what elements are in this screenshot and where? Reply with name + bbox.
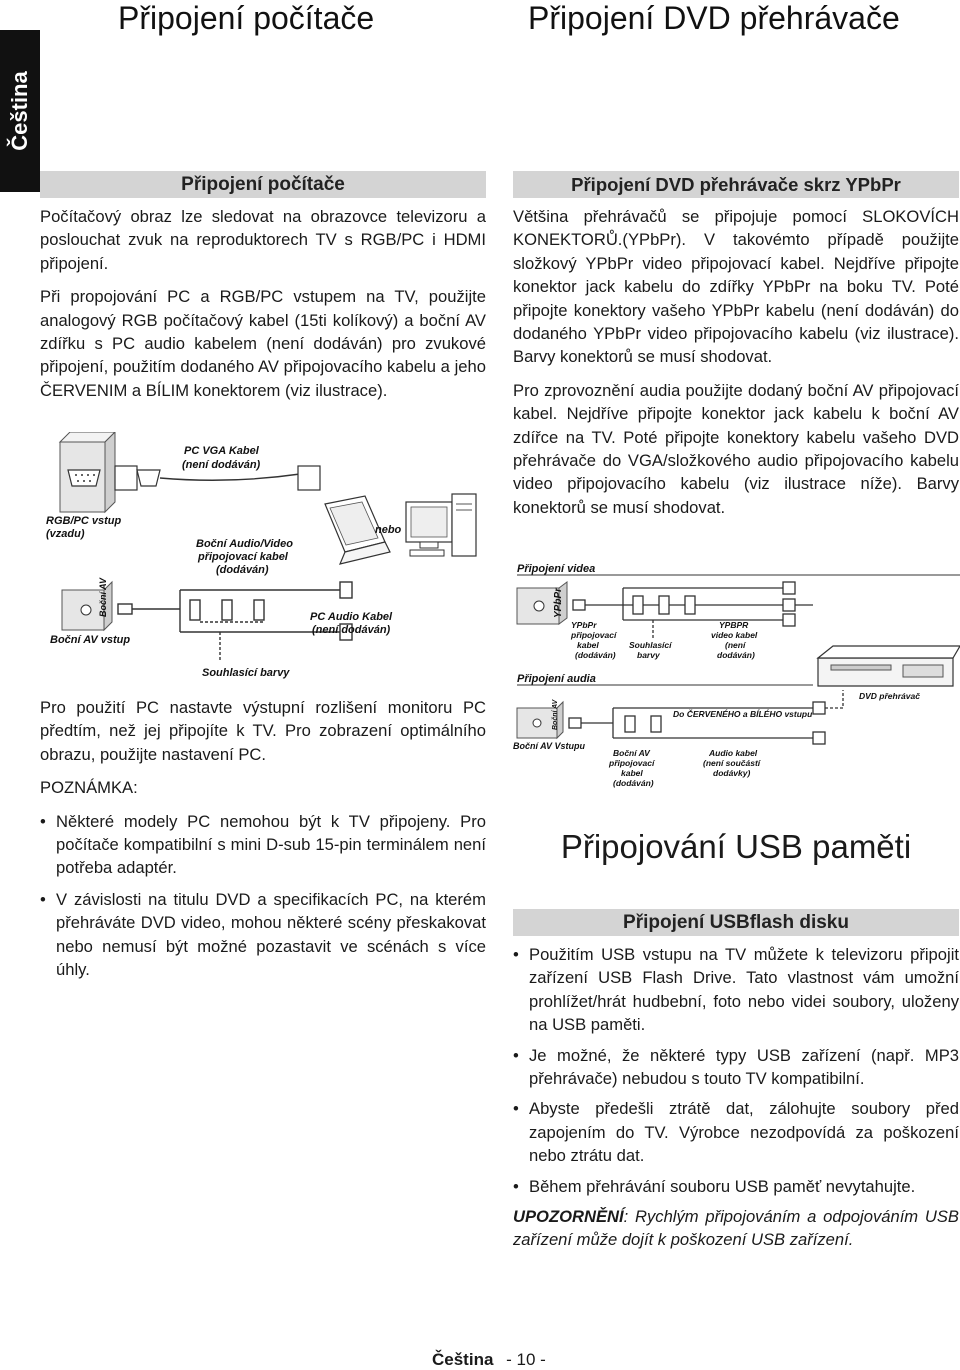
rgb-pc-rear-label: (vzadu) (46, 528, 85, 540)
matching-label-2: barvy (637, 650, 660, 660)
dvd-player-label: DVD přehrávač (859, 691, 920, 701)
pc-audio-not-supplied: (není dodáván) (312, 624, 391, 636)
footer-language: Čeština (432, 1350, 494, 1369)
note-heading: POZNÁMKA: (40, 778, 138, 798)
pc-text-block (40, 205, 486, 402)
section-title-usb (513, 909, 959, 936)
section-title-pc-text: Připojení počítače (181, 173, 345, 195)
side-av-cable-label-3: (dodáván) (216, 564, 269, 576)
section-title-dvd (513, 171, 959, 198)
side-av-input-label: Boční AV vstup (50, 634, 131, 646)
section-title-usb-text: Připojení USBflash disku (623, 911, 849, 933)
pc-paragraph-1: Počítačový obraz lze sledovat na obrazovce televizoru a poslouchat zvuk na reproduktorech TV s RGB/PC i HDMI připojení. (40, 207, 486, 273)
pc-paragraph-2: Při propojování PC a RGB/PC vstupem na TV, použijte analogový RGB počítačový kabel (15ti kolíkový) a boční AV zdířku s PC audio kabelem (není dodáván) pro zvukové připojení, použitím dodaného AV připojovacího kabelu a jeho ČERVENIM a BÍLIM konektorem (viz ilustrace). (40, 287, 486, 400)
pc-connection-diagram (40, 432, 490, 687)
dvd-text-block (513, 205, 959, 519)
usb-heading: Připojování USB paměti (560, 828, 912, 865)
video-connection-label: Připojení videa (517, 563, 596, 575)
ypbpr-video-label-4: dodáván) (717, 650, 755, 660)
matching-label-1: Souhlasící (629, 640, 672, 650)
section-title-pc (40, 171, 486, 198)
pc-vga-not-supplied: (není dodáván) (182, 459, 261, 471)
side-av-audio-cable-4: (dodáván) (613, 778, 654, 788)
pc-paragraph-3: Pro použití PC nastavte výstupní rozlišení monitoru PC předtím, než jej připojíte k TV. Pro zobrazení optimálního obrazu, použijte nastavení PC. (40, 698, 486, 764)
nebo-label: nebo (375, 524, 402, 536)
audio-connection-label: Připojení audia (517, 673, 596, 685)
pc-vga-cable-label: PC VGA Kabel (184, 445, 259, 457)
desktop-pc-icon (406, 494, 476, 556)
usb-warning (513, 1205, 959, 1252)
pc-notes-block (40, 696, 486, 981)
ypbpr-video-label-3: (není (725, 640, 746, 650)
usb-text-block (513, 943, 959, 1252)
side-av-audio-cable-1: Boční AV (613, 748, 650, 758)
language-tab-label: Čeština (7, 71, 32, 151)
note-item-1: • Některé modely PC nemohou být k TV připojeny. Pro počítače kompatibilní s mini D-sub 15-pin terminálem není potřeba adaptér. (40, 810, 486, 880)
matching-colors-label: Souhlasící barvy (202, 667, 290, 679)
footer-page-number: - 10 - (506, 1350, 546, 1369)
usb-bullet-3: • Abyste předešli ztrátě dat, zálohujte soubory před zapojením do TV. Výrobce nezodpovídá za poškození nebo ztrátu dat. (513, 1097, 959, 1167)
usb-warning-label: UPOZORNĚNÍ (513, 1207, 624, 1227)
side-av-cable-label-2: připojovací kabel (198, 551, 288, 563)
ypbpr-cable-label-1: YPbPr (571, 620, 597, 630)
audio-cable-label-2: (není součástí (703, 758, 761, 768)
side-av-vertical-label: Boční AV (98, 577, 108, 617)
rgb-pc-panel (60, 432, 115, 512)
side-av-audio-cable-3: kabel (621, 768, 643, 778)
to-red-white-label: Do ČERVENÉHO a BÍLÉHO vstupu (673, 709, 813, 719)
footer (432, 1350, 546, 1370)
side-av-audio-cable-2: připojovací (609, 758, 655, 768)
pc-audio-cable-label: PC Audio Kabel (310, 611, 393, 623)
dvd-paragraph-1: Většina přehrávačů se připojuje pomocí SLOKOVÍCH KONEKTORŮ.(YPbPr). V takovémto případě použijte složkový YPbPr video připojovací kabel. Nejdříve připojte konektor jack kabelu do zdířky YPbPr na boku TV. Poté připojte konektory vašeho YPbPr kabelu (není dodáván) do dodaného YPbPr video připojovacího kabelu (viz ilustrace). Barvy konektorů se musí shodovat. (513, 207, 959, 367)
usb-bullet-1: • Použitím USB vstupu na TV můžete k televizoru připojit zařízení USB Flash Drive. Tato vlastnost vám umožní prohlížet/hrát hudbební, foto nebo videi soubory, uloženy na USB paměti. (513, 943, 959, 1037)
dvd-paragraph-2: Pro zprovoznění audia použijte dodaný boční AV připojovací kabel. Nejdříve připojte konektor jack kabelu k boční AV zdířce na TV. Poté připojte konektory kabelu vašeho DVD přehrávače do VGA/složkového audio připojovacího kabelu video připojovacího kabelu (viz ilustrace níže). Barvy konektorů se musí shodovat. (513, 380, 959, 517)
ypbpr-vertical-label: YPbPr (553, 587, 564, 618)
language-side-tab (0, 30, 40, 192)
dvd-player-icon (818, 646, 960, 686)
side-av-audio-vertical-label: Boční AV (552, 699, 559, 730)
audio-cable-label-3: dodávky) (713, 768, 751, 778)
audio-cable-label-1: Audio kabel (709, 748, 758, 758)
ypbpr-cable-label-2: připojovací (571, 630, 617, 640)
page-title-left: Připojení počítače (118, 0, 375, 36)
usb-warning-text: : Rychlým připojováním a odpojováním USB zařízení může dojít k poškození USB zařízení. (513, 1207, 959, 1250)
note-item-2: • V závislosti na titulu DVD a specifikacích PC, na kterém přehráváte DVD video, mohou některé scény přeskakovat nebo nemusí být možné pozastavit ve scénách s více úhly. (40, 888, 486, 982)
ypbpr-video-label-2: video kabel (711, 630, 758, 640)
dvd-connection-diagram (513, 558, 960, 798)
usb-bullet-2: • Je možné, že některé typy USB zařízení (např. MP3 přehrávače) nebudou s touto TV kompatibilní. (513, 1044, 959, 1091)
section-title-dvd-text: Připojení DVD přehrávače skrz YPbPr (571, 173, 901, 195)
ypbpr-cable-label-4: (dodáván) (575, 650, 616, 660)
ypbpr-cable-label-3: kabel (577, 640, 599, 650)
page-title-right: Připojení DVD přehrávače (528, 0, 900, 36)
side-av-cable-label-1: Boční Audio/Video (196, 538, 293, 550)
rgb-pc-input-label: RGB/PC vstup (46, 515, 122, 527)
usb-bullet-4: • Během přehrávání souboru USB paměť nevytahujte. (513, 1175, 959, 1198)
ypbpr-video-label-1: YPBPR (719, 620, 749, 630)
side-av-audio-input-label: Boční AV Vstupu (513, 741, 585, 751)
